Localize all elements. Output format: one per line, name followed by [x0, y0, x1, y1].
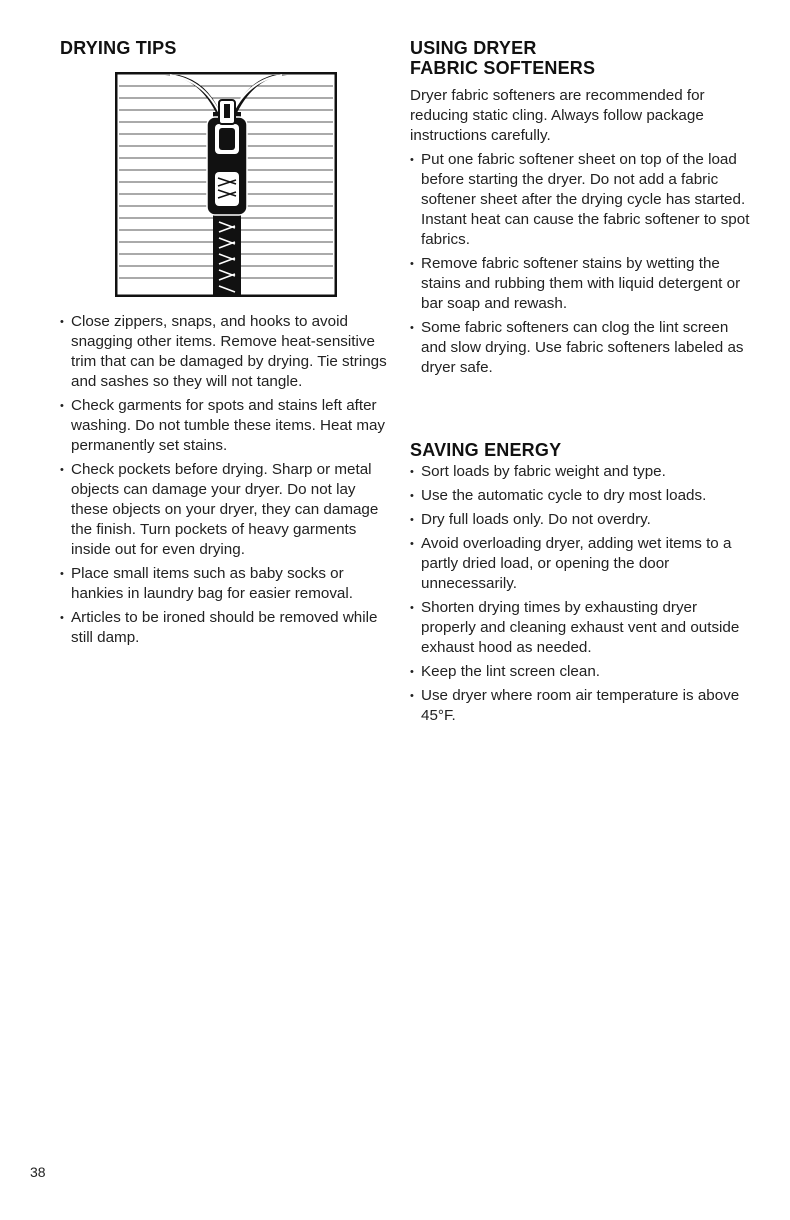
fabric-softeners-intro: Dryer fabric softeners are recommended for reducing static cling. Always follow package instructions carefully.	[410, 87, 705, 144]
drying-tips-list	[60, 312, 395, 652]
heading-line-2: FABRIC SOFTENERS	[410, 58, 596, 78]
list-item: • Avoid overloading dryer, adding wet items to a partly dried load, or opening the door unnecessarily.	[410, 534, 750, 594]
fabric-softeners-list	[410, 150, 750, 382]
list-item: • Place small items such as baby socks or hankies in laundry bag for easier removal.	[60, 564, 395, 604]
list-item: • Put one fabric softener sheet on top of the load before starting the dryer. Do not add a fabric softener sheet after the drying cycle has started. Instant heat can cause the fabric softener to spot fabrics.	[410, 150, 750, 250]
heading-line-1: USING DRYER	[410, 38, 537, 58]
list-item: • Remove fabric softener stains by wetting the stains and rubbing them with liquid detergent or bar soap and rewash.	[410, 254, 750, 314]
list-item: • Use the automatic cycle to dry most loads.	[410, 486, 750, 506]
list-item: • Keep the lint screen clean.	[410, 662, 750, 682]
list-item: • Some fabric softeners can clog the lint screen and slow drying. Use fabric softeners labeled as dryer safe.	[410, 318, 750, 378]
list-item: • Use dryer where room air temperature is above 45°F.	[410, 686, 750, 726]
saving-energy-heading: SAVING ENERGY	[410, 440, 562, 460]
list-item: • Articles to be ironed should be removed while still damp.	[60, 608, 395, 648]
fabric-softeners-heading	[410, 38, 595, 78]
drying-tips-heading: DRYING TIPS	[60, 38, 177, 58]
list-item: • Shorten drying times by exhausting dryer properly and cleaning exhaust vent and outside exhaust hood as needed.	[410, 598, 750, 658]
list-item: • Dry full loads only. Do not overdry.	[410, 510, 750, 530]
list-item: • Close zippers, snaps, and hooks to avoid snagging other items. Remove heat-sensitive trim that can be damaged by drying. Tie strings and sashes so they will not tangle.	[60, 312, 395, 392]
zipper-illustration	[115, 72, 337, 297]
list-item: • Sort loads by fabric weight and type.	[410, 462, 750, 482]
list-item: • Check pockets before drying. Sharp or metal objects can damage your dryer. Do not lay these objects on your dryer, they can damage the finish. Turn pockets of heavy garments inside out for even drying.	[60, 460, 395, 560]
list-item: • Check garments for spots and stains left after washing. Do not tumble these items. Heat may permanently set stains.	[60, 396, 395, 456]
saving-energy-list	[410, 462, 750, 730]
page-number: 38	[30, 1164, 46, 1180]
